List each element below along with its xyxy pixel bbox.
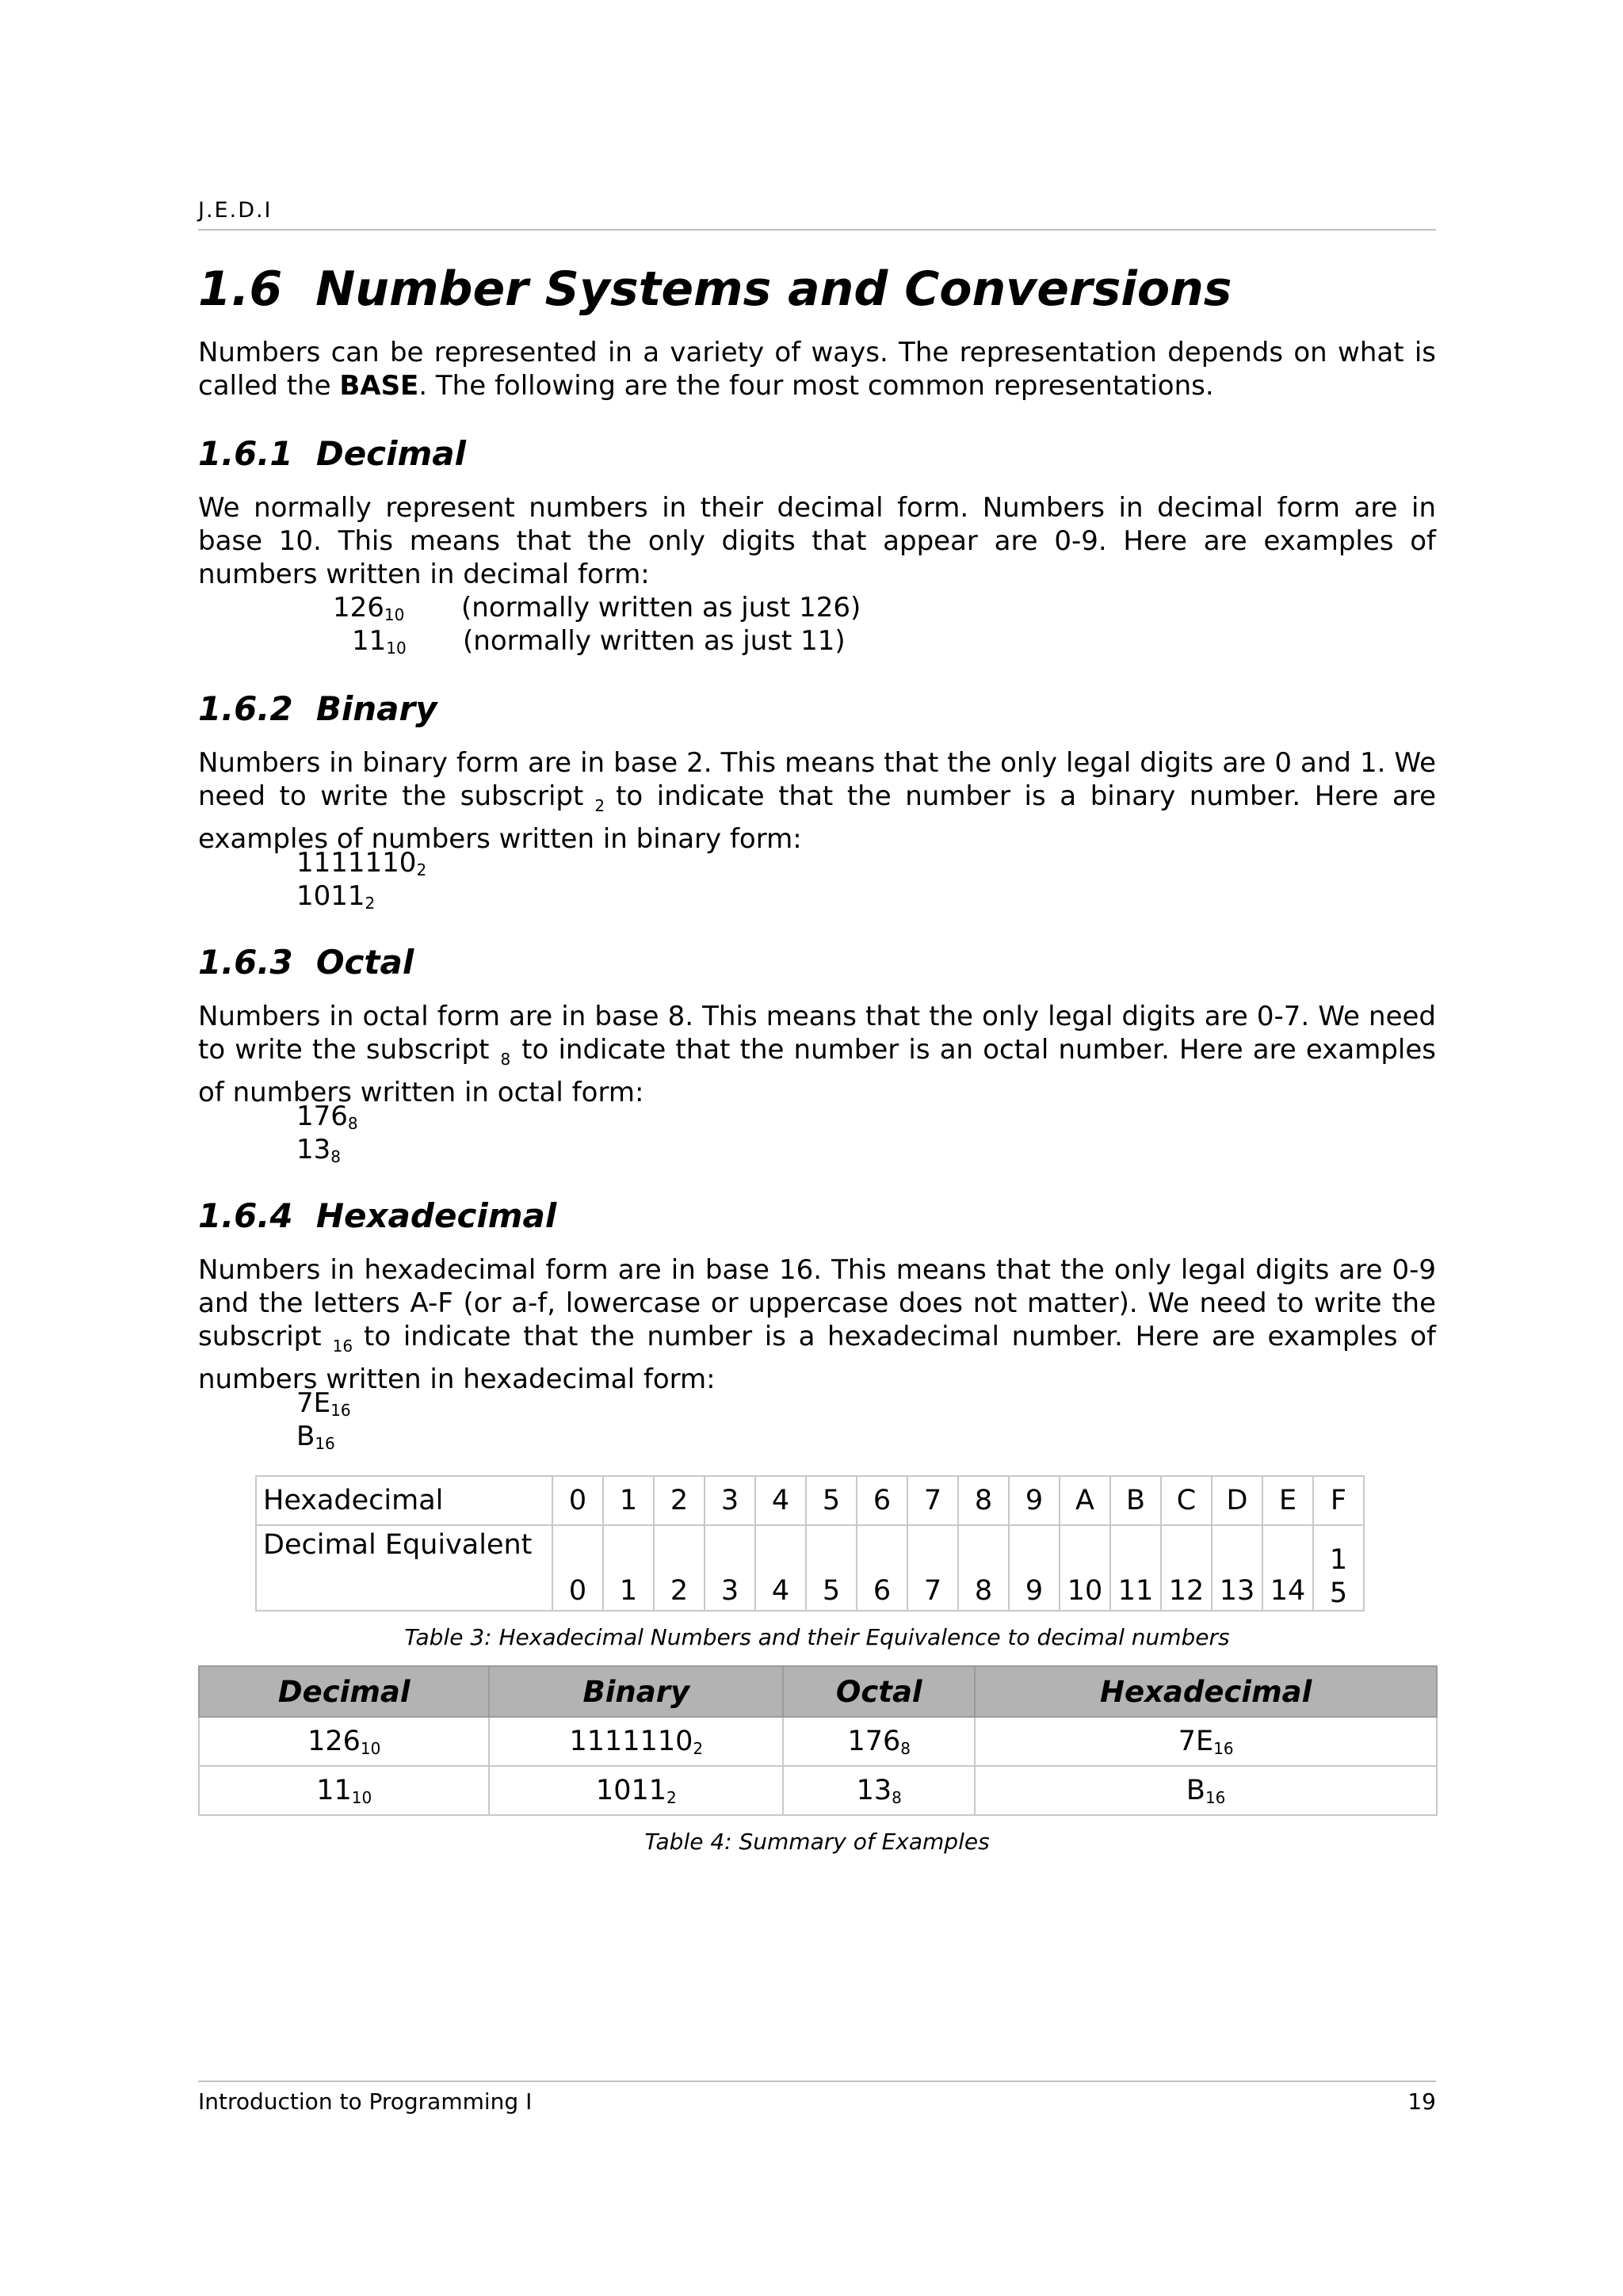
- table-cell: [489, 1766, 783, 1815]
- binary-subscript: 2: [594, 796, 605, 815]
- summary-header-row: [199, 1666, 1437, 1717]
- decimal-row-label: Decimal Equivalent: [256, 1525, 552, 1611]
- octal-example-1: [296, 1100, 358, 1133]
- decimal-paragraph: We normally represent numbers in their decimal form. Numbers in decimal form are in base 10. This means that the only digits that appear are 0-9. Here are examples of numbers written in decimal form:: [198, 492, 1436, 590]
- table3-caption: Table 3: Hexadecimal Numbers and their Equivalence to decimal numbers: [404, 1624, 1230, 1650]
- hex-cell: 6: [857, 1476, 907, 1525]
- table-row: [199, 1717, 1437, 1766]
- octal-example-2: [296, 1133, 341, 1166]
- decimal-cell: 7: [907, 1525, 958, 1611]
- cell-number: 176: [847, 1726, 901, 1757]
- example-subscript: 2: [365, 894, 376, 913]
- decimal-cell: 0: [552, 1525, 603, 1611]
- example-number: 11: [352, 625, 387, 657]
- example-number: 1111110: [296, 847, 417, 879]
- binary-paragraph: [198, 746, 1436, 856]
- hex-cell: 0: [552, 1476, 603, 1525]
- summary-table: [198, 1665, 1438, 1816]
- decimal-cell: 14: [1262, 1525, 1313, 1611]
- decimal-cell: 11: [1110, 1525, 1161, 1611]
- decimal-example-2-note: (normally written as just 11): [463, 625, 846, 657]
- hex-example-1: [296, 1386, 351, 1420]
- octal-subscript: 8: [500, 1050, 511, 1069]
- hex-cell: 4: [755, 1476, 806, 1525]
- hex-cell: B: [1110, 1476, 1161, 1525]
- hex-cell: E: [1262, 1476, 1313, 1525]
- heading-binary: 1.6.2 Binary: [198, 689, 437, 728]
- example-number: 126: [333, 592, 384, 624]
- hex-cell: 5: [806, 1476, 857, 1525]
- hex-row: [256, 1476, 1364, 1525]
- decimal-example-2: [352, 624, 407, 658]
- decimal-cell: 6: [857, 1525, 907, 1611]
- hex-cell: C: [1161, 1476, 1212, 1525]
- intro-text-1: Numbers can be represented in a variety of ways. The representation depends on what is called the: [198, 337, 1436, 402]
- example-subscript: 16: [315, 1434, 335, 1453]
- cell-subscript: 8: [900, 1739, 911, 1758]
- hex-subscript: 16: [332, 1337, 353, 1356]
- hex-decimal-table: [255, 1475, 1365, 1611]
- hex-cell: F: [1313, 1476, 1364, 1525]
- table-cell: [199, 1766, 489, 1815]
- example-number: 176: [296, 1100, 348, 1132]
- example-number: B: [296, 1421, 315, 1452]
- cell-number: 126: [307, 1726, 361, 1757]
- heading-octal: 1.6.3 Octal: [198, 943, 414, 982]
- decimal-cell: 8: [958, 1525, 1009, 1611]
- table-cell: [783, 1717, 975, 1766]
- example-number: 13: [296, 1134, 331, 1165]
- cell-subscript: 2: [666, 1788, 677, 1807]
- cell-number: B: [1186, 1775, 1205, 1806]
- hex-cell: A: [1060, 1476, 1110, 1525]
- hex-cell: 2: [654, 1476, 705, 1525]
- page-number: 19: [1407, 2088, 1436, 2115]
- decimal-cell: 4: [755, 1525, 806, 1611]
- decimal-cell: 5: [806, 1525, 857, 1611]
- octal-text-2: to indicate that the number is an octal number. Here are examples of numbers written in octal form:: [198, 1034, 1436, 1108]
- cell-number: 7E: [1178, 1726, 1214, 1757]
- example-number: 7E: [296, 1387, 331, 1419]
- example-subscript: 10: [386, 639, 407, 658]
- hex-cell: 7: [907, 1476, 958, 1525]
- example-subscript: 10: [384, 605, 405, 624]
- column-header: Octal: [783, 1666, 975, 1717]
- hex-example-2: [296, 1420, 335, 1453]
- footer-title: Introduction to Programming I: [198, 2088, 533, 2115]
- table4-caption: Table 4: Summary of Examples: [644, 1829, 990, 1855]
- cell-subscript: 10: [351, 1788, 372, 1807]
- table-row: [199, 1766, 1437, 1815]
- intro-paragraph: [198, 336, 1436, 402]
- running-footer: [198, 2081, 1436, 2115]
- cell-number: 11: [316, 1775, 352, 1806]
- decimal-example-1: [333, 591, 404, 624]
- decimal-cell: 12: [1161, 1525, 1212, 1611]
- binary-example-1: [296, 846, 426, 879]
- hex-text-1: Numbers in hexadecimal form are in base 16. This means that the only legal digits are 0-9 and the letters A-F (or a-f, lowercase or uppercase does not matter). We need to write the subscript: [198, 1254, 1436, 1352]
- decimal-cell: 3: [705, 1525, 755, 1611]
- decimal-cell: 13: [1212, 1525, 1262, 1611]
- table-cell: [975, 1766, 1437, 1815]
- heading-hexadecimal: 1.6.4 Hexadecimal: [198, 1196, 557, 1235]
- example-subscript: 16: [330, 1401, 351, 1420]
- table-cell: [783, 1766, 975, 1815]
- table-cell: [489, 1717, 783, 1766]
- column-header: Binary: [489, 1666, 783, 1717]
- hex-text-2: to indicate that the number is a hexadecimal number. Here are examples of numbers written in hexadecimal form:: [198, 1321, 1436, 1395]
- cell-number: 1111110: [569, 1726, 693, 1757]
- section-title: 1.6 Number Systems and Conversions: [198, 261, 1232, 317]
- hex-cell: D: [1212, 1476, 1262, 1525]
- example-subscript: 2: [416, 860, 427, 879]
- table-cell: [199, 1717, 489, 1766]
- cell-subscript: 8: [892, 1788, 902, 1807]
- hex-row-label: Hexadecimal: [256, 1476, 552, 1525]
- column-header: Hexadecimal: [975, 1666, 1437, 1717]
- cell-subscript: 2: [693, 1739, 704, 1758]
- hex-cell: 8: [958, 1476, 1009, 1525]
- octal-text-1: Numbers in octal form are in base 8. This means that the only legal digits are 0-7. We need to write the subscript: [198, 1001, 1436, 1066]
- cell-number: 1011: [595, 1775, 666, 1806]
- example-subscript: 8: [330, 1147, 341, 1166]
- cell-subscript: 16: [1213, 1739, 1234, 1758]
- hexadecimal-paragraph: [198, 1253, 1436, 1396]
- intro-text-2: . The following are the four most common representations.: [418, 370, 1214, 402]
- example-subscript: 8: [347, 1114, 358, 1133]
- table-cell: [975, 1717, 1437, 1766]
- octal-paragraph: [198, 1000, 1436, 1109]
- column-header: Decimal: [199, 1666, 489, 1717]
- running-header: J.E.D.I: [198, 198, 1436, 231]
- binary-text-2: to indicate that the number is a binary number. Here are examples of numbers written in binary form:: [198, 780, 1436, 855]
- decimal-cell: 15: [1313, 1525, 1364, 1611]
- cell-subscript: 10: [360, 1739, 381, 1758]
- decimal-example-1-note: (normally written as just 126): [461, 592, 861, 624]
- intro-bold-base: BASE: [339, 370, 419, 402]
- hex-cell: 9: [1009, 1476, 1060, 1525]
- decimal-cell: 10: [1060, 1525, 1110, 1611]
- example-number: 1011: [296, 880, 365, 912]
- hex-cell: 1: [603, 1476, 654, 1525]
- binary-text-1: Numbers in binary form are in base 2. This means that the only legal digits are 0 and 1. We need to write the subscript: [198, 747, 1436, 812]
- hex-cell: 3: [705, 1476, 755, 1525]
- decimal-cell: 1: [603, 1525, 654, 1611]
- binary-example-2: [296, 879, 375, 913]
- decimal-equivalent-row: [256, 1525, 1364, 1611]
- decimal-cell: 2: [654, 1525, 705, 1611]
- heading-decimal: 1.6.1 Decimal: [198, 434, 466, 473]
- cell-number: 13: [856, 1775, 892, 1806]
- cell-subscript: 16: [1205, 1788, 1226, 1807]
- decimal-cell: 9: [1009, 1525, 1060, 1611]
